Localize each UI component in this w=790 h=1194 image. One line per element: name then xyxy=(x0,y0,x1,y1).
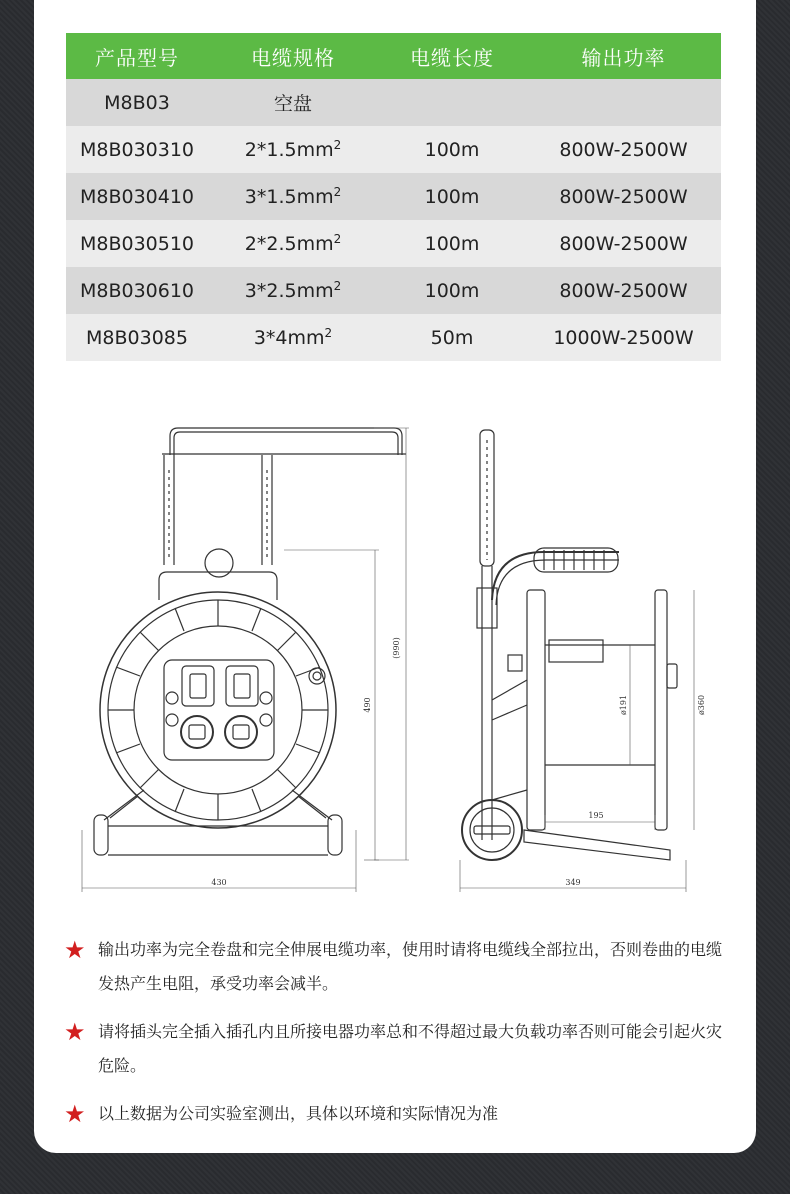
cell-model: M8B030310 xyxy=(66,126,208,173)
front-view xyxy=(94,428,406,855)
cell-power: 1000W-2500W xyxy=(526,314,721,361)
cell-spec-base: 3*2.5mm xyxy=(244,280,334,302)
header-power: 输出功率 xyxy=(526,33,721,79)
header-length: 电缆长度 xyxy=(378,33,526,79)
cell-spec-sup: 2 xyxy=(333,279,342,293)
note-text: 以上数据为公司实验室测出，具体以环境和实际情况为准 xyxy=(98,1104,499,1123)
star-icon: ★ xyxy=(64,936,86,964)
cell-spec-sup: 2 xyxy=(333,138,342,152)
side-view xyxy=(462,430,677,860)
cell-power: 800W-2500W xyxy=(526,126,721,173)
dim-side-width: 349 xyxy=(565,878,581,887)
cell-spec-sup: 2 xyxy=(333,232,342,246)
dim-reel-height: 490 xyxy=(363,697,372,713)
header-model: 产品型号 xyxy=(66,33,208,79)
note-item xyxy=(64,1099,734,1131)
cell-spec-base: 3*1.5mm xyxy=(244,186,334,208)
cell-spec-sup: 2 xyxy=(324,326,333,340)
note-text: 输出功率为完全卷盘和完全伸展电缆功率，使用时请将电缆线全部拉出，否则卷曲的电缆发热产生电阻，承受功率会减半。 xyxy=(98,940,723,993)
note-item xyxy=(64,1017,734,1083)
cell-length: 100m xyxy=(378,126,526,173)
cell-length: 100m xyxy=(378,173,526,220)
dim-total-height: (990) xyxy=(392,637,401,659)
notes xyxy=(64,935,734,1147)
cell-power: 800W-2500W xyxy=(526,267,721,314)
cell-model: M8B03 xyxy=(66,79,208,126)
note-item xyxy=(64,935,734,1001)
cell-power: 800W-2500W xyxy=(526,173,721,220)
header-spec: 电缆规格 xyxy=(208,33,378,79)
cell-model: M8B030410 xyxy=(66,173,208,220)
cell-length: 50m xyxy=(378,314,526,361)
cell-power: 800W-2500W xyxy=(526,220,721,267)
cell-model: M8B03085 xyxy=(66,314,208,361)
dim-drum-width: 195 xyxy=(588,811,604,820)
cell-spec-base: 3*4mm xyxy=(253,327,325,349)
technical-drawing xyxy=(34,0,756,930)
cell-model: M8B030610 xyxy=(66,267,208,314)
cell-spec-sup: 2 xyxy=(333,185,342,199)
cell-model: M8B030510 xyxy=(66,220,208,267)
cell-spec-base: 2*2.5mm xyxy=(244,233,334,255)
note-text: 请将插头完全插入插孔内且所接电器功率总和不得超过最大负载功率否则可能会引起火灾危险。 xyxy=(98,1022,723,1075)
cell-length: 100m xyxy=(378,267,526,314)
cell-length: 100m xyxy=(378,220,526,267)
side-dimensions xyxy=(460,590,694,892)
content-card xyxy=(34,0,756,1153)
dim-reel-diameter: ø360 xyxy=(697,694,706,716)
dim-drum-diameter: ø191 xyxy=(619,694,628,716)
star-icon: ★ xyxy=(64,1018,86,1046)
dim-front-width: 430 xyxy=(211,878,227,887)
star-icon: ★ xyxy=(64,1100,86,1128)
cell-spec-base: 空盘 xyxy=(273,93,312,115)
cell-spec-base: 2*1.5mm xyxy=(244,139,334,161)
